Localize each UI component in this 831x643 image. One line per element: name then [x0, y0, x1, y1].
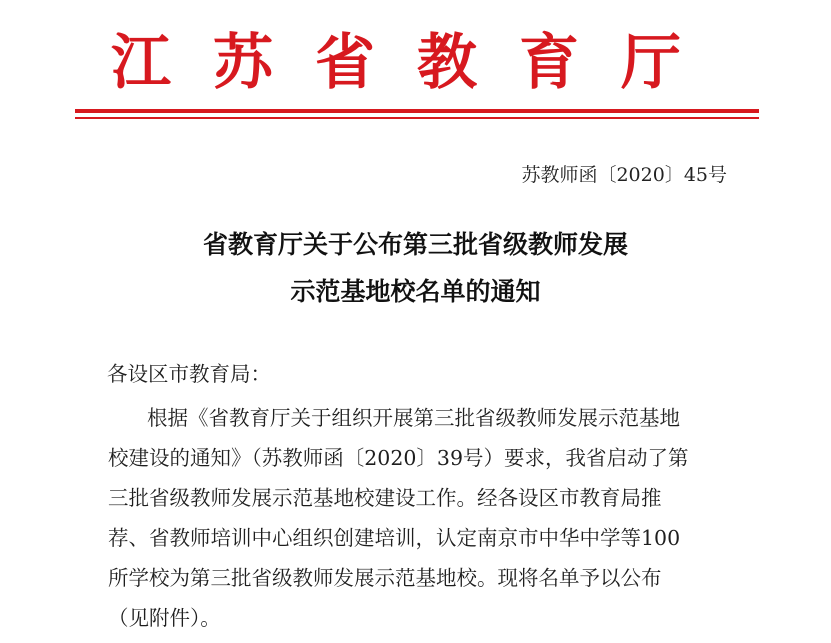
document-number: 苏教师函〔2020〕45号: [521, 164, 727, 186]
salutation: 各设区市教育局：: [107, 362, 271, 386]
agency-masthead: 江苏省教育厅: [111, 28, 723, 98]
body-line: 三批省级教师发展示范基地校建设工作。经各设区市教育局推: [108, 486, 662, 510]
document-title-line-2: 示范基地校名单的通知: [290, 277, 541, 306]
body-line: 校建设的通知》（苏教师函〔2020〕39号）要求，我省启动了第: [108, 446, 689, 470]
body-line: 荐、省教师培训中心组织创建培训，认定南京市中华中学等100: [108, 526, 681, 550]
body-line: 所学校为第三批省级教师发展示范基地校。现将名单予以公布: [108, 566, 662, 590]
masthead-rule-thick: [75, 109, 759, 113]
body-line: 根据《省教育厅关于组织开展第三批省级教师发展示范基地: [147, 406, 680, 430]
body-line: （见附件）。: [108, 606, 221, 630]
masthead-rule-thin: [75, 117, 759, 119]
document-title-line-1: 省教育厅关于公布第三批省级教师发展: [202, 230, 628, 259]
